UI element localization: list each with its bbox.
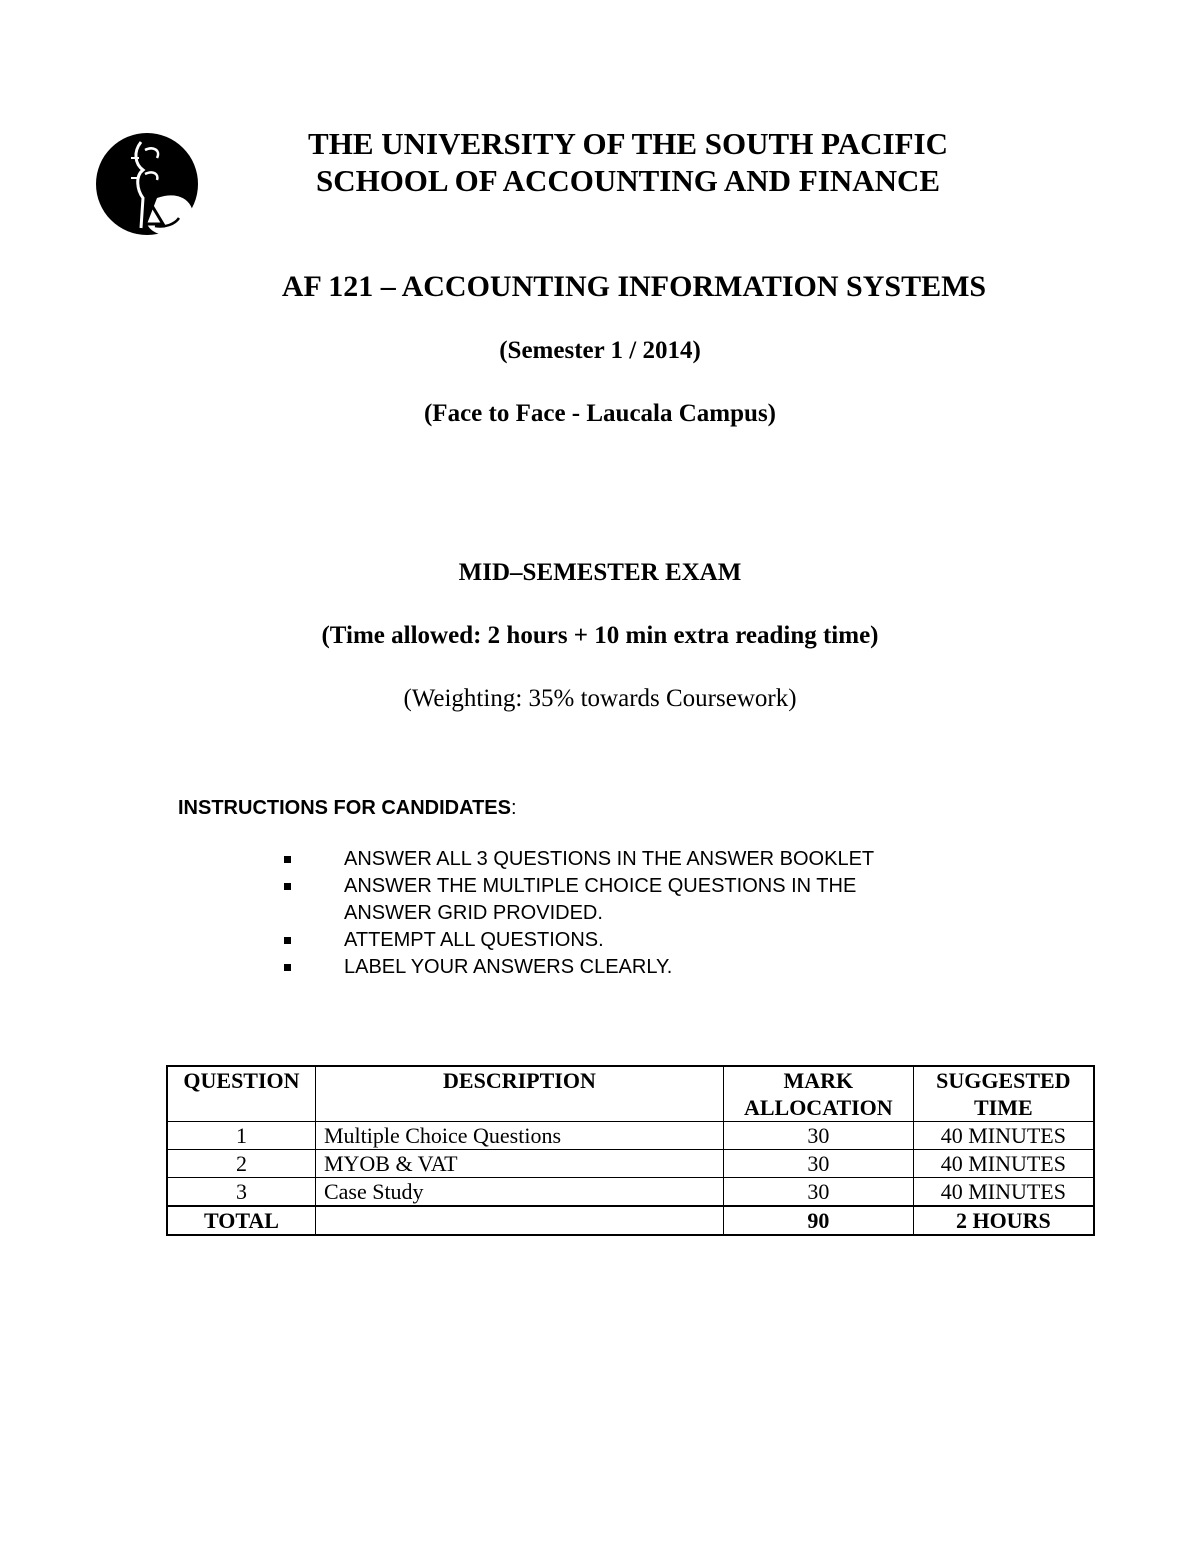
exam-title: MID–SEMESTER EXAM [458,559,742,586]
table-row [167,1150,1094,1178]
square-bullet-icon [284,964,291,971]
instructions-heading [178,797,517,820]
time-allowed: (Time allowed: 2 hours + 10 min extra reading time) [321,622,879,649]
weighting: (Weighting: 35% towards Coursework) [403,685,797,712]
instructions-list [282,846,982,981]
header-question: QUESTION [167,1066,315,1122]
instruction-item: LABEL YOUR ANSWERS CLEARLY. [282,954,982,981]
question-description: MYOB & VAT [315,1150,723,1178]
square-bullet-icon [284,937,291,944]
square-bullet-icon [284,883,291,890]
course-title: AF 121 – ACCOUNTING INFORMATION SYSTEMS [281,270,987,303]
question-number: 3 [167,1178,315,1207]
instruction-item: ANSWER THE MULTIPLE CHOICE QUESTIONS IN THE ANSWER GRID PROVIDED. [282,873,982,927]
header-block [0,125,1200,199]
question-number: 1 [167,1122,315,1150]
question-description: Multiple Choice Questions [315,1122,723,1150]
header-mark-allocation: MARK ALLOCATION [723,1066,913,1122]
question-mark: 30 [723,1122,913,1150]
table-row [167,1178,1094,1207]
square-bullet-icon [284,856,291,863]
instructions-heading-text: INSTRUCTIONS FOR CANDIDATES [178,797,511,819]
question-mark: 30 [723,1178,913,1207]
semester: (Semester 1 / 2014) [499,337,701,364]
delivery-mode: (Face to Face - Laucala Campus) [423,400,776,427]
total-time: 2 HOURS [913,1206,1094,1235]
table-header-row [167,1066,1094,1122]
school-name: SCHOOL OF ACCOUNTING AND FINANCE [315,163,941,198]
total-label: TOTAL [167,1206,315,1235]
question-time: 40 MINUTES [913,1150,1094,1178]
instruction-item: ATTEMPT ALL QUESTIONS. [282,927,982,954]
question-mark: 30 [723,1150,913,1178]
instructions-heading-colon: : [510,797,517,819]
question-time: 40 MINUTES [913,1122,1094,1150]
table-total-row [167,1206,1094,1235]
total-description [315,1206,723,1235]
header-description: DESCRIPTION [315,1066,723,1122]
question-description: Case Study [315,1178,723,1207]
question-schedule-table [166,1065,1095,1236]
instruction-item: ANSWER ALL 3 QUESTIONS IN THE ANSWER BOOKLET [282,846,982,873]
question-number: 2 [167,1150,315,1178]
table-row [167,1122,1094,1150]
university-name: THE UNIVERSITY OF THE SOUTH PACIFIC [308,126,948,161]
header-suggested-time: SUGGESTED TIME [913,1066,1094,1122]
total-mark: 90 [723,1206,913,1235]
question-time: 40 MINUTES [913,1178,1094,1207]
